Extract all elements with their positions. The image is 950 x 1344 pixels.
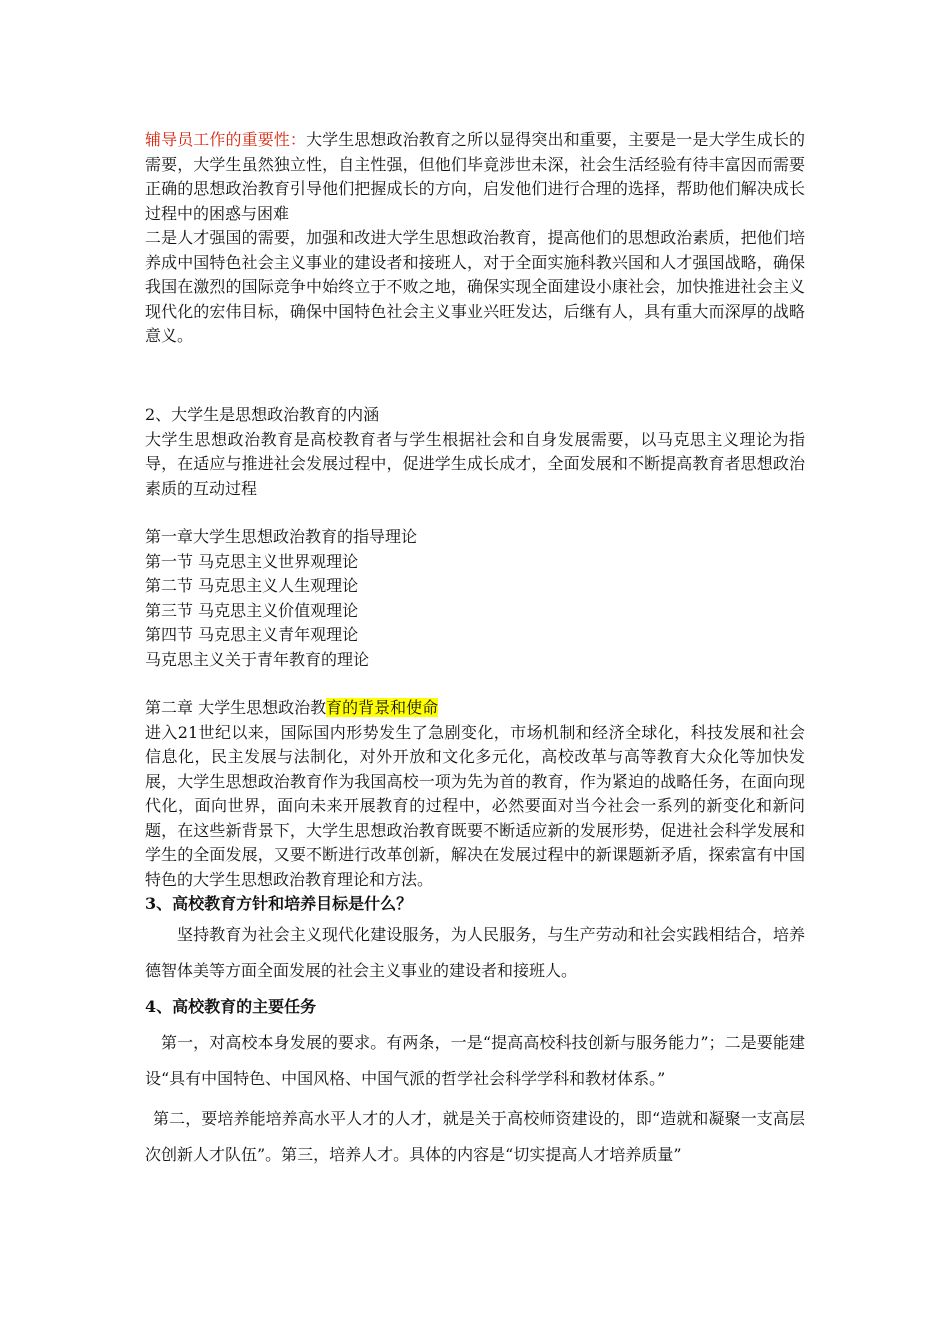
chapter-1-title: 第一章大学生思想政治教育的指导理论 bbox=[145, 527, 418, 546]
paragraph-importance bbox=[145, 128, 805, 226]
chapter-1-item: 第一节 马克思主义世界观理论 bbox=[145, 551, 359, 571]
chapter-1-item: 马克思主义关于青年教育的理论 bbox=[145, 649, 370, 669]
section-4-heading: 4、高校教育的主要任务 bbox=[145, 996, 317, 1016]
paragraph-talent-strategy: 二是人才强国的需要，加强和改进大学生思想政治教育，提高他们的思想政治素质，把他们培养成中国特色社会主义事业的建设者和接班人，对于全面实施科教兴国和人才强国战略，确保我国在激烈的国际竞争中始终立于不败之地，确保实现全面建设小康社会，加快推进社会主义现代化的宏伟目标，确保中国特色社会主义事业兴旺发达，后继有人，具有重大而深厚的战略意义。 bbox=[145, 228, 805, 345]
importance-text: 大学生思想政治教育之所以显得突出和重要，主要是一是大学生成长的需要，大学生虽然独立性，自主性强，但他们毕竟涉世未深，社会生活经验有待丰富因而需要正确的思想政治教育引导他们把握成长的方向，启发他们进行合理的选择，帮助他们解决成长过程中的困惑与困难 bbox=[145, 130, 805, 223]
chapter-1-item: 第二节 马克思主义人生观理论 bbox=[145, 576, 359, 595]
section-3-text: 坚持教育为社会主义现代化建设服务，为人民服务，与生产劳动和社会实践相结合，培养德智体美等方面全面发展的社会主义事业的建设者和接班人。 bbox=[145, 924, 805, 980]
section-2-heading: 2、大学生是思想政治教育的内涵 bbox=[145, 405, 380, 424]
spacer bbox=[145, 501, 805, 525]
chapter-2-title bbox=[145, 696, 805, 721]
block-section-2 bbox=[145, 403, 805, 1173]
spacer bbox=[145, 672, 805, 696]
chapter-1-item: 第三节 马克思主义价值观理论 bbox=[145, 600, 359, 620]
chapter-2-title-plain: 第二章 大学生思想政治教 bbox=[145, 698, 327, 717]
block-importance bbox=[145, 128, 805, 349]
section-4-paragraph-1: 第一，对高校本身发展的要求。有两条，一是“提高高校科技创新与服务能力”；二是要能建设“具有中国特色、中国风格、中国气派的哲学社会科学学科和教材体系。” bbox=[145, 1033, 805, 1088]
chapter-2-text: 进入21世纪以来，国际国内形势发生了急剧变化，市场机制和经济全球化，科技发展和社会信息化，民主发展与法制化，对外开放和文化多元化，高校改革与高等教育大众化等加快发展，大学生思想政治教育作为我国高校一项为先为首的教育，作为紧迫的战略任务，在面向现代化，面向世界，面向未来开展教育的过程中，必然要面对当今社会一系列的新变化和新问题，在这些新背景下，大学生思想政治教育既要不断适应新的发展形势，促进社会科学发展和学生的全面发展，又要不断进行改革创新，解决在发展过程中的新课题新矛盾，探索富有中国特色的大学生思想政治教育理论和方法。 bbox=[145, 722, 805, 889]
section-4-paragraph-2: 第二，要培养能培养高水平人才的人才，就是关于高校师资建设的，即“造就和凝聚一支高层次创新人才队伍”。第三，培养人才。具体的内容是“切实提高人才培养质量” bbox=[145, 1109, 805, 1164]
section-3-heading: 3、高校教育方针和培养目标是什么？ bbox=[145, 894, 413, 913]
chapter-2-title-highlight: 育的背景和使命 bbox=[326, 698, 439, 717]
chapter-1-item: 第四节 马克思主义青年观理论 bbox=[145, 625, 359, 644]
section-2-text: 大学生思想政治教育是高校教育者与学生根据社会和自身发展需要，以马克思主义理论为指导，在适应与推进社会发展过程中，促进学生成长成才，全面发展和不断提高教育者思想政治素质的互动过程 bbox=[145, 429, 805, 498]
importance-label: 辅导员工作的重要性： bbox=[145, 130, 306, 149]
